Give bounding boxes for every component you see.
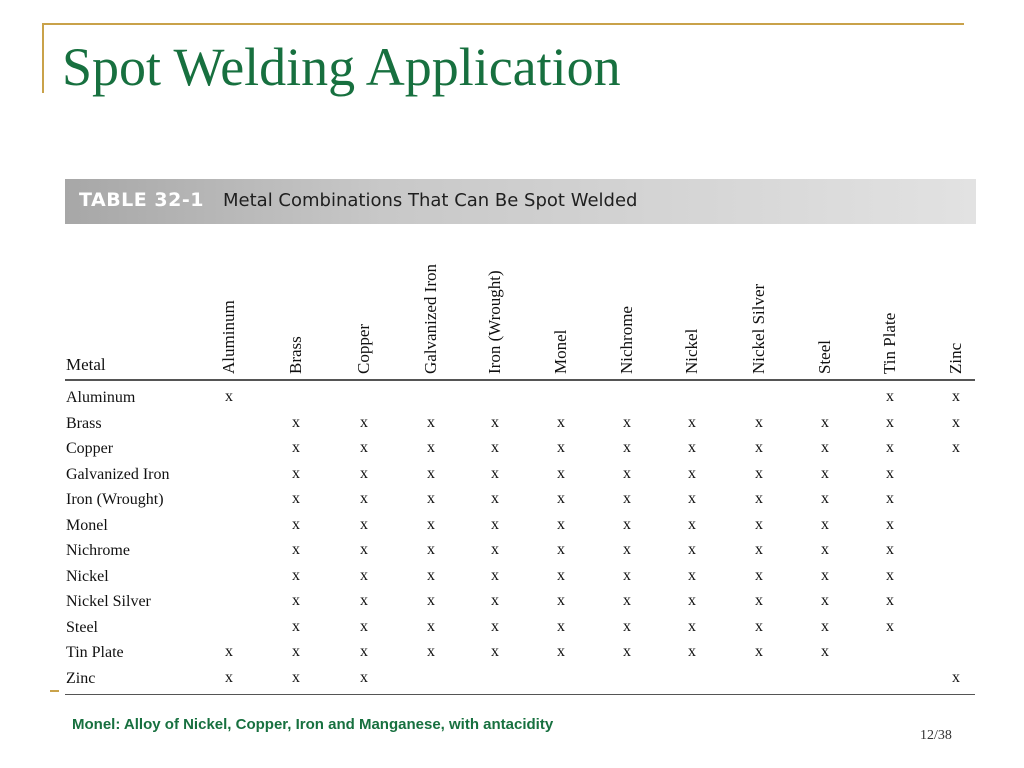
table-cell-mark: x xyxy=(952,668,960,686)
row-label: Steel xyxy=(66,618,98,636)
slide-frame-top-line xyxy=(42,23,964,25)
table-cell-mark: x xyxy=(292,617,300,635)
table-cell-mark: x xyxy=(360,566,368,584)
table-cell-mark: x xyxy=(491,413,499,431)
column-header: Monel xyxy=(551,329,570,374)
column-header: Galvanized Iron xyxy=(421,264,440,374)
table-cell-mark: x xyxy=(427,592,435,609)
table-cell-mark: x xyxy=(557,490,565,507)
table-cell-mark: x xyxy=(557,592,565,609)
table-cell-mark: x xyxy=(623,490,631,507)
table-cell-mark: x xyxy=(292,541,300,558)
table-cell-mark: x xyxy=(292,515,300,533)
table-cell-mark: x xyxy=(886,464,894,482)
table-cell-mark: x xyxy=(491,592,499,609)
table-cell-mark: x xyxy=(491,643,499,660)
table-cell-mark: x xyxy=(886,439,894,456)
table-cell-mark: x xyxy=(821,541,829,558)
table-cell-mark: x xyxy=(557,464,565,482)
table-cell-mark: x xyxy=(886,566,894,584)
column-header: Aluminum xyxy=(219,300,238,374)
table-cell-mark: x xyxy=(557,541,565,558)
table-cell-mark: x xyxy=(623,515,631,533)
row-label: Nickel Silver xyxy=(66,593,151,610)
table-cell-mark: x xyxy=(688,413,696,431)
footnote: Monel: Alloy of Nickel, Copper, Iron and Manganese, with antacidity xyxy=(72,716,554,733)
table-cell-mark: x xyxy=(427,464,435,482)
slide-frame-tick xyxy=(50,690,59,692)
table-cell-mark: x xyxy=(491,617,499,635)
table-cell-mark: x xyxy=(623,643,631,660)
table-cell-mark: x xyxy=(360,617,368,635)
table-cell-mark: x xyxy=(623,592,631,609)
table-cell-mark: x xyxy=(427,413,435,431)
table-cell-mark: x xyxy=(755,643,763,660)
table-cell-mark: x xyxy=(821,490,829,507)
row-header-label: Metal xyxy=(66,355,106,374)
table-cell-mark: x xyxy=(427,566,435,584)
table-cell-mark: x xyxy=(557,515,565,533)
table-cell-mark: x xyxy=(755,541,763,558)
column-header: Nichrome xyxy=(617,306,636,374)
row-label: Monel xyxy=(66,516,108,534)
table-cell-mark: x xyxy=(292,439,300,456)
row-label: Aluminum xyxy=(66,389,136,406)
table-cell-mark: x xyxy=(688,439,696,456)
table-cell-mark: x xyxy=(886,515,894,533)
table-cell-mark: x xyxy=(491,490,499,507)
table-cell-mark: x xyxy=(623,617,631,635)
table-cell-mark: x xyxy=(821,617,829,635)
table-number: TABLE 32-1 xyxy=(79,189,204,211)
table-cell-mark: x xyxy=(821,413,829,431)
table-cell-mark: x xyxy=(821,464,829,482)
column-header: Nickel xyxy=(682,328,701,374)
table-cell-mark: x xyxy=(755,617,763,635)
table-cell-mark: x xyxy=(360,541,368,558)
column-header: Steel xyxy=(815,340,834,374)
table-cell-mark: x xyxy=(360,439,368,456)
table-cell-mark: x xyxy=(360,592,368,609)
table-cell-mark: x xyxy=(623,439,631,456)
table-cell-mark: x xyxy=(557,439,565,456)
table-cell-mark: x xyxy=(886,413,894,431)
table-cell-mark: x xyxy=(623,541,631,558)
table-cell-mark: x xyxy=(292,566,300,584)
table-cell-mark: x xyxy=(755,490,763,507)
column-header: Copper xyxy=(354,323,373,374)
table-cell-mark: x xyxy=(886,490,894,507)
row-label: Nickel xyxy=(66,567,109,585)
table-banner xyxy=(65,179,976,224)
table-cell-mark: x xyxy=(292,464,300,482)
table-cell-mark: x xyxy=(688,464,696,482)
column-header: Iron (Wrought) xyxy=(485,270,504,374)
row-label: Iron (Wrought) xyxy=(66,491,164,508)
table-cell-mark: x xyxy=(557,566,565,584)
table-cell-mark: x xyxy=(491,515,499,533)
table-cell-mark: x xyxy=(292,490,300,507)
table-cell-mark: x xyxy=(755,566,763,584)
table-cell-mark: x xyxy=(427,515,435,533)
table-cell-mark: x xyxy=(821,439,829,456)
table-cell-mark: x xyxy=(952,388,960,405)
table-cell-mark: x xyxy=(886,388,894,405)
table-cell-mark: x xyxy=(491,464,499,482)
table-cell-mark: x xyxy=(491,439,499,456)
table-cell-mark: x xyxy=(557,643,565,660)
table-cell-mark: x xyxy=(427,541,435,558)
table-cell-mark: x xyxy=(688,566,696,584)
row-label: Galvanized Iron xyxy=(66,465,170,483)
slide-number: 12/38 xyxy=(920,728,952,743)
table-cell-mark: x xyxy=(821,592,829,609)
table-cell-mark: x xyxy=(821,566,829,584)
table-cell-mark: x xyxy=(292,668,300,686)
table-cell-mark: x xyxy=(623,413,631,431)
table-caption: Metal Combinations That Can Be Spot Welded xyxy=(223,190,638,211)
table-header-rule xyxy=(65,379,975,381)
table-cell-mark: x xyxy=(688,541,696,558)
table-cell-mark: x xyxy=(292,413,300,431)
table-cell-mark: x xyxy=(886,541,894,558)
table-bottom-rule xyxy=(65,694,975,695)
table-cell-mark: x xyxy=(623,464,631,482)
table-cell-mark: x xyxy=(755,464,763,482)
column-header: Zinc xyxy=(946,342,965,374)
table-cell-mark: x xyxy=(360,515,368,533)
slide-frame-left-line xyxy=(42,23,44,93)
table-cell-mark: x xyxy=(427,490,435,507)
table-cell-mark: x xyxy=(755,413,763,431)
table-cell-mark: x xyxy=(225,388,233,405)
column-header: Tin Plate xyxy=(880,312,899,374)
table-cell-mark: x xyxy=(688,515,696,533)
table-cell-mark: x xyxy=(360,490,368,507)
row-label: Brass xyxy=(66,414,102,432)
slide-title: Spot Welding Application xyxy=(62,37,621,97)
column-header: Nickel Silver xyxy=(749,283,768,374)
table-cell-mark: x xyxy=(952,413,960,431)
table-cell-mark: x xyxy=(688,592,696,609)
table-cell-mark: x xyxy=(360,464,368,482)
table-cell-mark: x xyxy=(360,668,368,686)
table-cell-mark: x xyxy=(623,566,631,584)
row-label: Tin Plate xyxy=(66,644,124,661)
table-cell-mark: x xyxy=(427,439,435,456)
table-cell-mark: x xyxy=(292,643,300,660)
table-cell-mark: x xyxy=(225,668,233,686)
table-cell-mark: x xyxy=(360,643,368,660)
row-label: Zinc xyxy=(66,669,96,687)
table-cell-mark: x xyxy=(886,617,894,635)
table-cell-mark: x xyxy=(427,617,435,635)
table-cell-mark: x xyxy=(755,439,763,456)
table-cell-mark: x xyxy=(688,643,696,660)
table-cell-mark: x xyxy=(491,566,499,584)
table-cell-mark: x xyxy=(886,592,894,609)
table-cell-mark: x xyxy=(225,643,233,660)
table-cell-mark: x xyxy=(688,490,696,507)
table-cell-mark: x xyxy=(821,515,829,533)
table-cell-mark: x xyxy=(292,592,300,609)
row-label: Nichrome xyxy=(66,542,130,559)
table-cell-mark: x xyxy=(952,439,960,456)
table-cell-mark: x xyxy=(491,541,499,558)
row-label: Copper xyxy=(66,440,114,457)
table-cell-mark: x xyxy=(360,413,368,431)
table-cell-mark: x xyxy=(557,617,565,635)
table-cell-mark: x xyxy=(755,515,763,533)
table-cell-mark: x xyxy=(427,643,435,660)
column-header: Brass xyxy=(286,336,305,374)
table-cell-mark: x xyxy=(557,413,565,431)
table-cell-mark: x xyxy=(821,643,829,660)
table-cell-mark: x xyxy=(688,617,696,635)
table-cell-mark: x xyxy=(755,592,763,609)
